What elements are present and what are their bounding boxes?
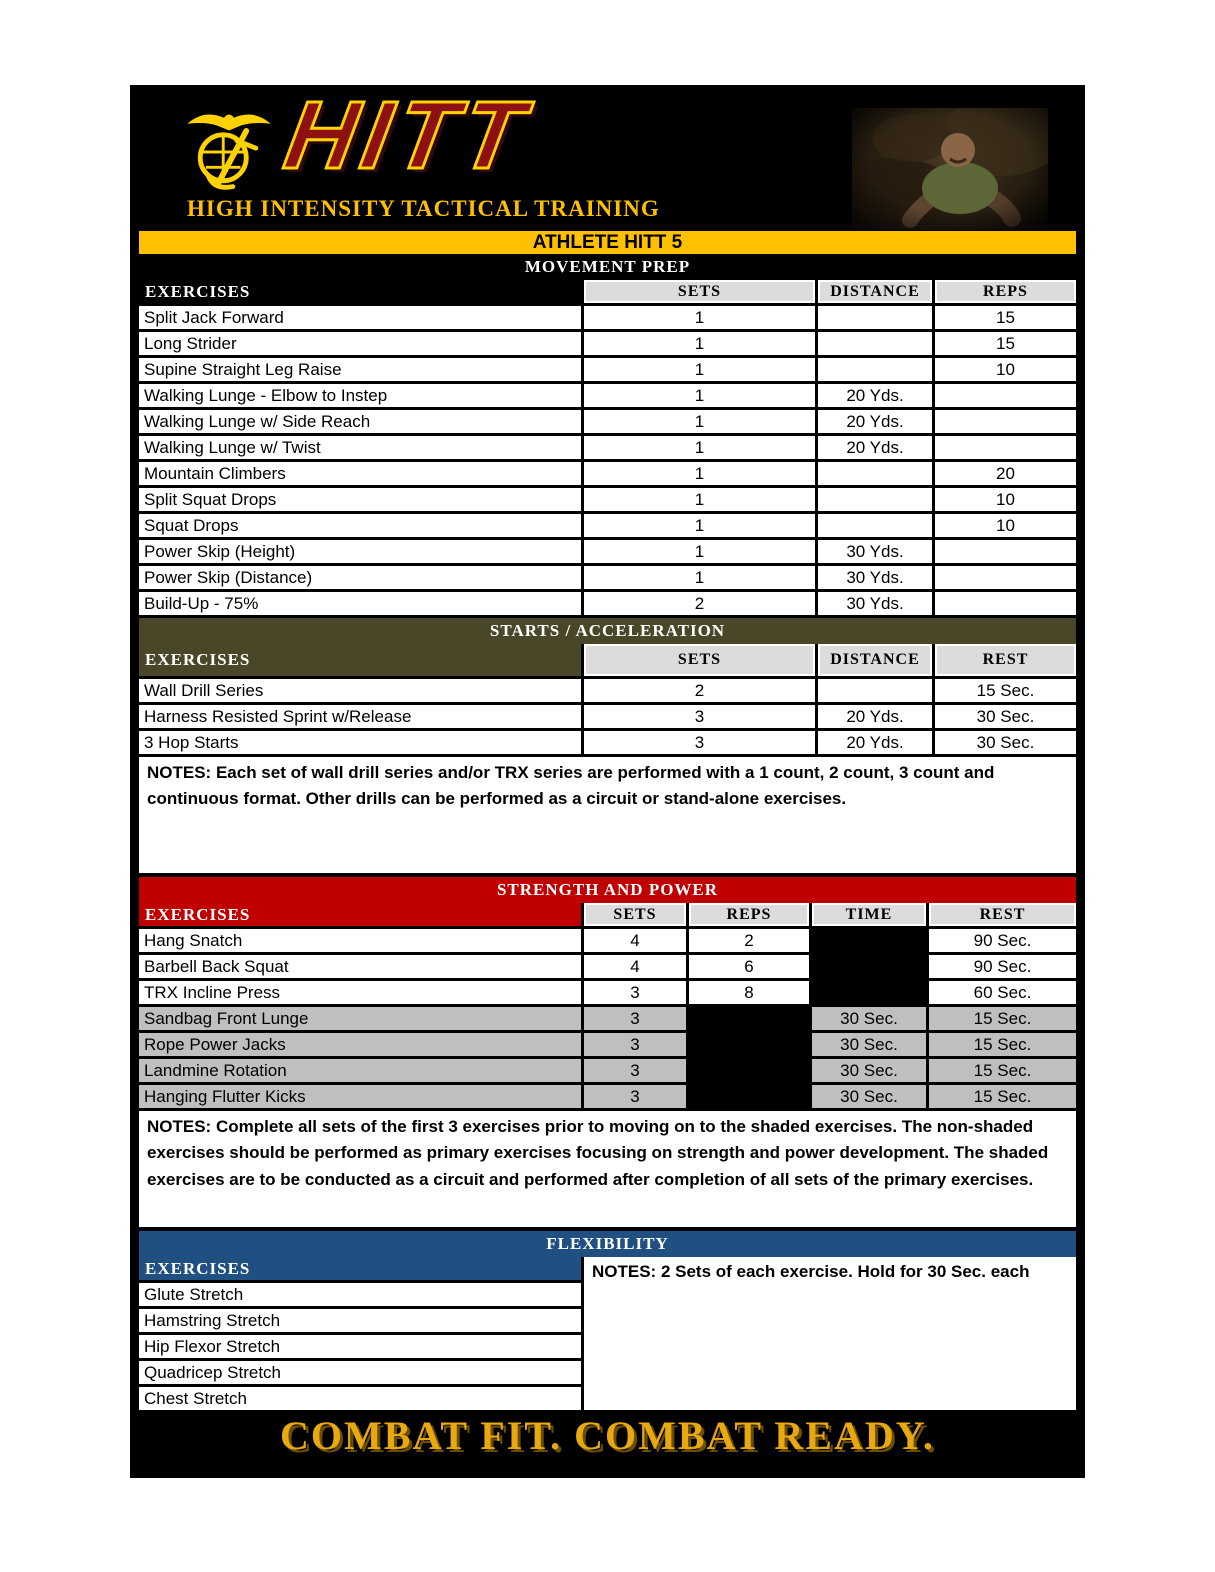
value-cell: 30 Yds. bbox=[818, 566, 932, 589]
workout-title: ATHLETE HITT 5 bbox=[532, 231, 683, 253]
table-row bbox=[139, 384, 1076, 407]
header-banner bbox=[139, 82, 1076, 228]
hitt-logo: HITT bbox=[277, 82, 538, 189]
value-cell bbox=[812, 955, 926, 978]
value-cell bbox=[935, 384, 1076, 407]
value-cell: 4 bbox=[584, 955, 686, 978]
section-notes-starts-acceleration: NOTES: Each set of wall drill series and/or TRX series are performed with a 1 count, 2 count, 3 count and continuous format. Other drills can be performed as a circuit or stand-alone exercises. bbox=[139, 757, 1076, 873]
value-cell: 1 bbox=[584, 462, 815, 485]
value-cell: 3 bbox=[584, 705, 815, 728]
value-cell bbox=[818, 358, 932, 381]
value-cell: 30 Sec. bbox=[812, 1059, 926, 1082]
value-cell: 3 bbox=[584, 1007, 686, 1030]
table-row bbox=[139, 955, 1076, 978]
value-cell bbox=[689, 1085, 809, 1108]
exercise-name-cell: Squat Drops bbox=[139, 514, 581, 537]
table-row bbox=[139, 1007, 1076, 1030]
value-cell: 20 Yds. bbox=[818, 410, 932, 433]
table-row bbox=[139, 540, 1076, 563]
value-cell: 90 Sec. bbox=[929, 929, 1076, 952]
value-cell bbox=[818, 679, 932, 702]
table-row bbox=[139, 981, 1076, 1004]
exercise-name-cell: Power Skip (Distance) bbox=[139, 566, 581, 589]
value-cell: 10 bbox=[935, 358, 1076, 381]
value-cell bbox=[935, 566, 1076, 589]
exercise-name-cell: Walking Lunge w/ Twist bbox=[139, 436, 581, 459]
table-row bbox=[139, 462, 1076, 485]
exercise-name-cell: Long Strider bbox=[139, 332, 581, 355]
exercise-name-cell: Harness Resisted Sprint w/Release bbox=[139, 705, 581, 728]
section-title-movement-prep: MOVEMENT PREP bbox=[139, 254, 1076, 280]
value-cell: 20 Yds. bbox=[818, 384, 932, 407]
table-header-row bbox=[139, 644, 1076, 676]
column-header-reps: REPS bbox=[689, 903, 809, 926]
column-header-distance: DISTANCE bbox=[818, 644, 932, 676]
value-cell: 8 bbox=[689, 981, 809, 1004]
value-cell bbox=[812, 929, 926, 952]
exercise-name-cell: Hanging Flutter Kicks bbox=[139, 1085, 581, 1108]
column-header-exercises: EXERCISES bbox=[139, 903, 581, 926]
value-cell: 1 bbox=[584, 358, 815, 381]
column-header-rest: REST bbox=[935, 644, 1076, 676]
column-header-reps: REPS bbox=[935, 280, 1076, 303]
exercise-name-cell: Chest Stretch bbox=[139, 1387, 581, 1410]
table-header-row bbox=[139, 280, 1076, 303]
table-row bbox=[139, 358, 1076, 381]
column-header-distance: DISTANCE bbox=[818, 280, 932, 303]
value-cell bbox=[818, 332, 932, 355]
value-cell bbox=[689, 1033, 809, 1056]
value-cell: 15 Sec. bbox=[929, 1085, 1076, 1108]
exercise-name-cell: 3 Hop Starts bbox=[139, 731, 581, 754]
marine-crawling-illustration bbox=[852, 108, 1048, 230]
value-cell bbox=[818, 462, 932, 485]
value-cell: 1 bbox=[584, 436, 815, 459]
table-row bbox=[139, 410, 1076, 433]
value-cell: 3 bbox=[584, 1033, 686, 1056]
column-header-exercises: EXERCISES bbox=[139, 1257, 581, 1280]
value-cell bbox=[935, 540, 1076, 563]
value-cell: 30 Yds. bbox=[818, 540, 932, 563]
value-cell: 15 Sec. bbox=[929, 1033, 1076, 1056]
value-cell: 1 bbox=[584, 488, 815, 511]
value-cell: 10 bbox=[935, 514, 1076, 537]
column-header-sets: SETS bbox=[584, 280, 815, 303]
value-cell bbox=[935, 436, 1076, 459]
value-cell: 4 bbox=[584, 929, 686, 952]
value-cell: 1 bbox=[584, 514, 815, 537]
section-table-starts-acceleration bbox=[139, 644, 1076, 757]
value-cell bbox=[935, 410, 1076, 433]
value-cell: 15 Sec. bbox=[929, 1007, 1076, 1030]
value-cell: 30 Yds. bbox=[818, 592, 932, 615]
exercise-name-cell: Mountain Climbers bbox=[139, 462, 581, 485]
value-cell bbox=[689, 1059, 809, 1082]
value-cell: 30 Sec. bbox=[812, 1033, 926, 1056]
marine-crawling-photo bbox=[852, 108, 1048, 230]
value-cell: 1 bbox=[584, 306, 815, 329]
value-cell: 2 bbox=[584, 679, 815, 702]
flexibility-table bbox=[139, 1257, 1076, 1410]
value-cell: 15 Sec. bbox=[935, 679, 1076, 702]
exercise-name-cell: Hamstring Stretch bbox=[139, 1309, 581, 1332]
section-title-flexibility: FLEXIBILITY bbox=[139, 1231, 1076, 1257]
value-cell: 30 Sec. bbox=[935, 705, 1076, 728]
value-cell: 20 bbox=[935, 462, 1076, 485]
column-header-rest: REST bbox=[929, 903, 1076, 926]
footer-banner bbox=[139, 1410, 1076, 1460]
exercise-name-cell: Walking Lunge - Elbow to Instep bbox=[139, 384, 581, 407]
table-row bbox=[139, 436, 1076, 459]
value-cell: 90 Sec. bbox=[929, 955, 1076, 978]
value-cell: 6 bbox=[689, 955, 809, 978]
table-row bbox=[139, 705, 1076, 728]
exercise-name-cell: Walking Lunge w/ Side Reach bbox=[139, 410, 581, 433]
exercise-name-cell: Glute Stretch bbox=[139, 1283, 581, 1306]
value-cell bbox=[812, 981, 926, 1004]
table-row bbox=[139, 1085, 1076, 1108]
workout-title-bar bbox=[139, 231, 1076, 254]
exercise-name-cell: Split Squat Drops bbox=[139, 488, 581, 511]
exercise-name-cell: Hang Snatch bbox=[139, 929, 581, 952]
column-header-sets: SETS bbox=[584, 903, 686, 926]
column-header-exercises: EXERCISES bbox=[139, 280, 581, 303]
table-row bbox=[139, 731, 1076, 754]
column-header-exercises: EXERCISES bbox=[139, 644, 581, 676]
document-page bbox=[130, 82, 1085, 1478]
exercise-column bbox=[139, 1257, 581, 1410]
exercise-name-cell: Power Skip (Height) bbox=[139, 540, 581, 563]
value-cell: 3 bbox=[584, 731, 815, 754]
value-cell: 15 bbox=[935, 332, 1076, 355]
value-cell bbox=[818, 488, 932, 511]
exercise-name-cell: Barbell Back Squat bbox=[139, 955, 581, 978]
table-row bbox=[139, 514, 1076, 537]
value-cell: 3 bbox=[584, 981, 686, 1004]
value-cell: 60 Sec. bbox=[929, 981, 1076, 1004]
table-row bbox=[139, 679, 1076, 702]
value-cell: 2 bbox=[584, 592, 815, 615]
value-cell: 3 bbox=[584, 1059, 686, 1082]
exercise-name-cell: Quadricep Stretch bbox=[139, 1361, 581, 1384]
exercise-name-cell: Landmine Rotation bbox=[139, 1059, 581, 1082]
table-row bbox=[139, 306, 1076, 329]
table-row bbox=[139, 566, 1076, 589]
value-cell: 20 Yds. bbox=[818, 731, 932, 754]
value-cell bbox=[935, 592, 1076, 615]
value-cell: 30 Sec. bbox=[935, 731, 1076, 754]
flexibility-notes: NOTES: 2 Sets of each exercise. Hold for 30 Sec. each bbox=[584, 1257, 1076, 1410]
value-cell: 10 bbox=[935, 488, 1076, 511]
footer-slogan: COMBAT FIT. COMBAT READY. bbox=[280, 1412, 935, 1458]
section-table-movement-prep bbox=[139, 280, 1076, 618]
section-table-strength-and-power bbox=[139, 903, 1076, 1111]
exercise-name-cell: Wall Drill Series bbox=[139, 679, 581, 702]
value-cell: 3 bbox=[584, 1085, 686, 1108]
exercise-name-cell: Split Jack Forward bbox=[139, 306, 581, 329]
value-cell: 1 bbox=[584, 566, 815, 589]
exercise-name-cell: Sandbag Front Lunge bbox=[139, 1007, 581, 1030]
table-row bbox=[139, 488, 1076, 511]
table-row bbox=[139, 1033, 1076, 1056]
section-notes-strength-and-power: NOTES: Complete all sets of the first 3 exercises prior to moving on to the shaded exercises. The non-shaded exercises should be performed as primary exercises focusing on strength and power development. The shaded exercises are to be conducted as a circuit and performed after completion of all sets of the primary exercises. bbox=[139, 1111, 1076, 1227]
usmc-ega-emblem-icon bbox=[181, 104, 277, 200]
value-cell: 2 bbox=[689, 929, 809, 952]
value-cell: 20 Yds. bbox=[818, 705, 932, 728]
column-header-sets: SETS bbox=[584, 644, 815, 676]
section-title-strength-and-power: STRENGTH AND POWER bbox=[139, 877, 1076, 903]
exercise-name-cell: TRX Incline Press bbox=[139, 981, 581, 1004]
value-cell: 1 bbox=[584, 410, 815, 433]
value-cell bbox=[818, 514, 932, 537]
exercise-name-cell: Hip Flexor Stretch bbox=[139, 1335, 581, 1358]
value-cell: 15 Sec. bbox=[929, 1059, 1076, 1082]
header-tagline: HIGH INTENSITY TACTICAL TRAINING bbox=[187, 196, 660, 221]
value-cell: 1 bbox=[584, 332, 815, 355]
value-cell: 30 Sec. bbox=[812, 1007, 926, 1030]
table-row bbox=[139, 1059, 1076, 1082]
exercise-name-cell: Rope Power Jacks bbox=[139, 1033, 581, 1056]
value-cell bbox=[689, 1007, 809, 1030]
value-cell: 1 bbox=[584, 384, 815, 407]
value-cell bbox=[818, 306, 932, 329]
column-header-time: TIME bbox=[812, 903, 926, 926]
table-row bbox=[139, 332, 1076, 355]
value-cell: 20 Yds. bbox=[818, 436, 932, 459]
value-cell: 1 bbox=[584, 540, 815, 563]
exercise-name-cell: Build-Up - 75% bbox=[139, 592, 581, 615]
workout-sections bbox=[139, 254, 1076, 1410]
value-cell: 15 bbox=[935, 306, 1076, 329]
table-header-row bbox=[139, 903, 1076, 926]
value-cell: 30 Sec. bbox=[812, 1085, 926, 1108]
table-row bbox=[139, 929, 1076, 952]
exercise-name-cell: Supine Straight Leg Raise bbox=[139, 358, 581, 381]
table-row bbox=[139, 592, 1076, 615]
section-title-starts-acceleration: STARTS / ACCELERATION bbox=[139, 618, 1076, 644]
